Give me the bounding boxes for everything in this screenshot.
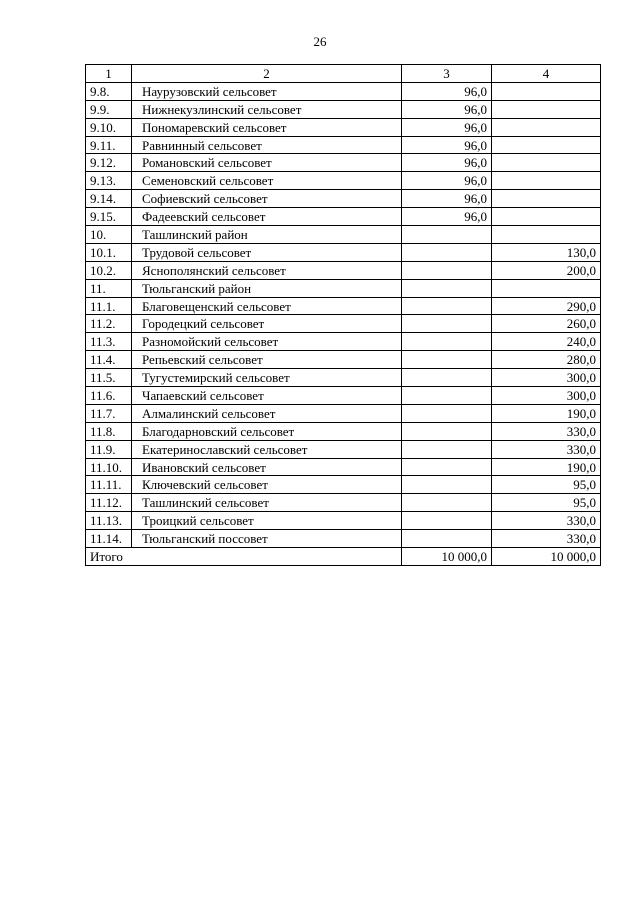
row-value-col3 [402, 315, 492, 333]
row-name: Софиевский сельсовет [132, 190, 402, 208]
row-value-col4: 190,0 [492, 458, 601, 476]
row-value-col4: 190,0 [492, 404, 601, 422]
row-name: Благовещенский сельсовет [132, 297, 402, 315]
row-value-col4: 260,0 [492, 315, 601, 333]
row-number: 9.15. [86, 208, 132, 226]
row-number: 11.12. [86, 494, 132, 512]
row-value-col3 [402, 404, 492, 422]
row-value-col3 [402, 243, 492, 261]
row-name: Разномойский сельсовет [132, 333, 402, 351]
row-number: 11.13. [86, 512, 132, 530]
row-value-col3 [402, 387, 492, 405]
table-row [86, 351, 601, 369]
row-number: 9.11. [86, 136, 132, 154]
row-name: Трудовой сельсовет [132, 243, 402, 261]
row-value-col3 [402, 297, 492, 315]
row-name: Ключевский сельсовет [132, 476, 402, 494]
row-number: 9.8. [86, 82, 132, 100]
row-value-col4: 290,0 [492, 297, 601, 315]
row-value-col3 [402, 279, 492, 297]
row-name: Яснополянский сельсовет [132, 261, 402, 279]
row-name: Семеновский сельсовет [132, 172, 402, 190]
header-col-1: 1 [86, 65, 132, 83]
row-number: 11.14. [86, 530, 132, 548]
row-number: 11.11. [86, 476, 132, 494]
table-row [86, 333, 601, 351]
table-row [86, 82, 601, 100]
row-name: Чапаевский сельсовет [132, 387, 402, 405]
row-number: 11.1. [86, 297, 132, 315]
row-number: 11.5. [86, 369, 132, 387]
table-row [86, 136, 601, 154]
row-value-col3 [402, 494, 492, 512]
row-name: Ивановский сельсовет [132, 458, 402, 476]
row-value-col4: 300,0 [492, 387, 601, 405]
table-row [86, 190, 601, 208]
row-value-col4 [492, 100, 601, 118]
row-value-col4: 300,0 [492, 369, 601, 387]
table-header-row [86, 65, 601, 83]
table-row [86, 315, 601, 333]
table-row [86, 512, 601, 530]
table-row [86, 387, 601, 405]
table-row [86, 261, 601, 279]
table-row [86, 279, 601, 297]
table-row [86, 440, 601, 458]
row-name: Фадеевский сельсовет [132, 208, 402, 226]
row-value-col4: 280,0 [492, 351, 601, 369]
row-name: Репьевский сельсовет [132, 351, 402, 369]
row-number: 11. [86, 279, 132, 297]
row-value-col3 [402, 458, 492, 476]
row-value-col4 [492, 154, 601, 172]
table-row [86, 118, 601, 136]
row-name: Ташлинский район [132, 226, 402, 244]
row-value-col4 [492, 279, 601, 297]
row-number: 9.14. [86, 190, 132, 208]
row-value-col4: 200,0 [492, 261, 601, 279]
row-value-col3: 96,0 [402, 190, 492, 208]
row-number: 10. [86, 226, 132, 244]
table-row [86, 404, 601, 422]
row-name: Алмалинский сельсовет [132, 404, 402, 422]
row-value-col4: 330,0 [492, 422, 601, 440]
row-number: 11.2. [86, 315, 132, 333]
row-name: Нижнекузлинский сельсовет [132, 100, 402, 118]
row-number: 11.3. [86, 333, 132, 351]
row-name: Городецкий сельсовет [132, 315, 402, 333]
row-name: Наурузовский сельсовет [132, 82, 402, 100]
allocation-table [85, 64, 601, 566]
row-value-col3: 96,0 [402, 172, 492, 190]
table-row [86, 458, 601, 476]
row-value-col3: 96,0 [402, 154, 492, 172]
row-value-col4 [492, 82, 601, 100]
table-row [86, 476, 601, 494]
header-col-2: 2 [132, 65, 402, 83]
row-name: Пономаревский сельсовет [132, 118, 402, 136]
row-value-col4: 95,0 [492, 476, 601, 494]
row-name: Екатеринославский сельсовет [132, 440, 402, 458]
row-value-col4: 330,0 [492, 440, 601, 458]
row-name: Равнинный сельсовет [132, 136, 402, 154]
row-value-col3 [402, 440, 492, 458]
row-number: 11.7. [86, 404, 132, 422]
row-value-col3 [402, 422, 492, 440]
row-name: Ташлинский сельсовет [132, 494, 402, 512]
row-name: Тугустемирский сельсовет [132, 369, 402, 387]
table-row [86, 208, 601, 226]
row-name: Троицкий сельсовет [132, 512, 402, 530]
row-value-col4 [492, 190, 601, 208]
table-row [86, 422, 601, 440]
header-col-3: 3 [402, 65, 492, 83]
row-value-col4: 330,0 [492, 512, 601, 530]
row-number: 11.10. [86, 458, 132, 476]
row-value-col3 [402, 333, 492, 351]
total-row [86, 548, 601, 566]
total-label: Итого [86, 548, 402, 566]
row-name: Благодарновский сельсовет [132, 422, 402, 440]
row-value-col3 [402, 226, 492, 244]
row-number: 11.4. [86, 351, 132, 369]
total-col4: 10 000,0 [492, 548, 601, 566]
table-row [86, 226, 601, 244]
row-number: 10.2. [86, 261, 132, 279]
row-value-col4: 240,0 [492, 333, 601, 351]
row-value-col4 [492, 118, 601, 136]
row-number: 9.13. [86, 172, 132, 190]
table-row [86, 100, 601, 118]
row-number: 11.6. [86, 387, 132, 405]
page-number: 26 [313, 34, 327, 49]
header-col-4: 4 [492, 65, 601, 83]
row-value-col3: 96,0 [402, 100, 492, 118]
row-number: 10.1. [86, 243, 132, 261]
row-value-col3 [402, 351, 492, 369]
row-value-col4 [492, 172, 601, 190]
row-value-col3 [402, 476, 492, 494]
row-number: 9.12. [86, 154, 132, 172]
row-value-col3: 96,0 [402, 82, 492, 100]
row-value-col4 [492, 226, 601, 244]
row-value-col3: 96,0 [402, 118, 492, 136]
table-row [86, 369, 601, 387]
table-row [86, 172, 601, 190]
table-row [86, 154, 601, 172]
row-value-col3 [402, 512, 492, 530]
row-value-col4: 330,0 [492, 530, 601, 548]
table-row [86, 494, 601, 512]
total-col3: 10 000,0 [402, 548, 492, 566]
row-value-col3 [402, 261, 492, 279]
row-value-col4 [492, 208, 601, 226]
row-number: 9.10. [86, 118, 132, 136]
row-value-col4: 130,0 [492, 243, 601, 261]
table-row [86, 530, 601, 548]
row-name: Тюльганский район [132, 279, 402, 297]
row-number: 11.8. [86, 422, 132, 440]
row-name: Романовский сельсовет [132, 154, 402, 172]
row-value-col3 [402, 530, 492, 548]
row-number: 11.9. [86, 440, 132, 458]
table-row [86, 297, 601, 315]
row-value-col4: 95,0 [492, 494, 601, 512]
row-value-col4 [492, 136, 601, 154]
row-value-col3: 96,0 [402, 208, 492, 226]
row-name: Тюльганский поссовет [132, 530, 402, 548]
row-value-col3: 96,0 [402, 136, 492, 154]
row-number: 9.9. [86, 100, 132, 118]
row-value-col3 [402, 369, 492, 387]
table-row [86, 243, 601, 261]
